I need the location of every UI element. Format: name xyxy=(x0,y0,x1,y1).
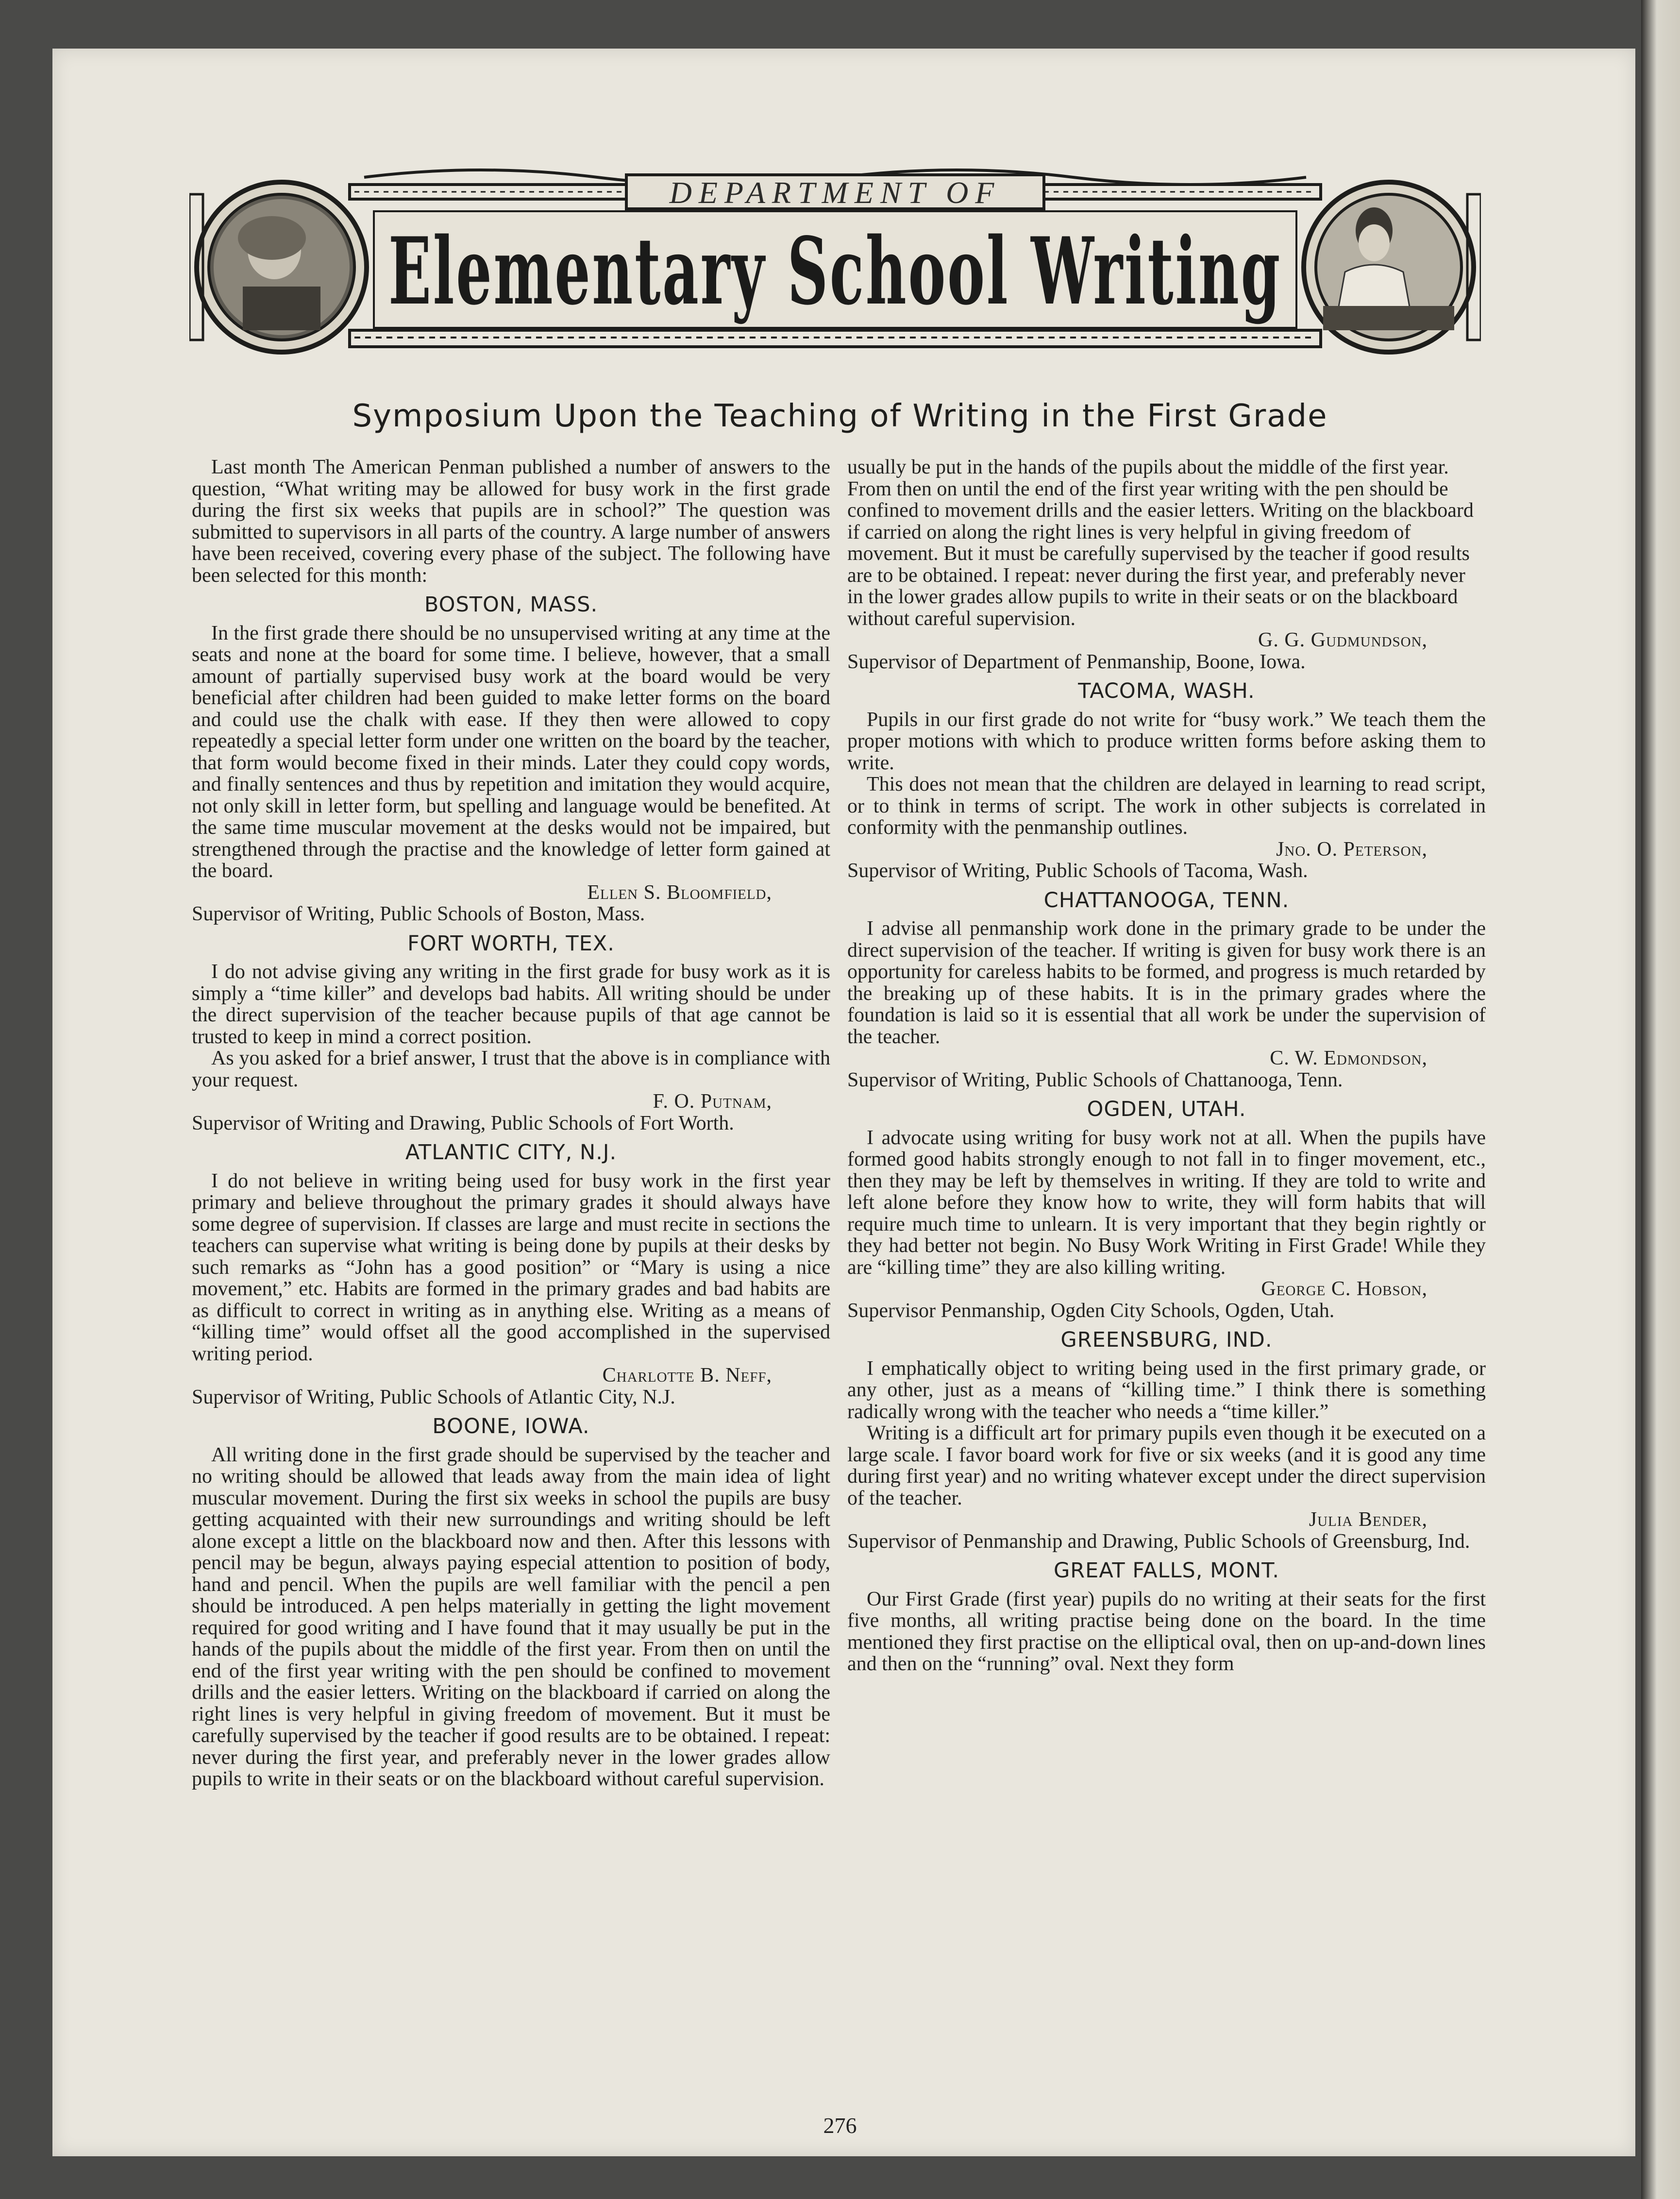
paragraph: I advocate using writing for busy work not at all. When the pupils have formed good habits strongly enough to not fall in to finger movement, etc., then they may be left by themselves in writing. If they are told to write and left alone before they know how to write, they will form habits that will require much time to unlearn. It is very important that they begin rightly or they had better not begin. No Busy Work Writing in First Grade! While they are “killing time” they are also killing writing. xyxy=(847,1126,1486,1279)
banner-ornament xyxy=(189,165,1481,379)
city-heading: FORT WORTH, TEX. xyxy=(407,931,615,956)
paragraph: I do not advise giving any writing in the first grade for busy work as it is simply a “time killer” and develops bad habits. All writing should be under the direct supervision of the teacher because pupils of that age cannot be trusted to keep in mind a correct position. xyxy=(192,961,830,1048)
banner-title: Elementary School Writing xyxy=(388,217,1282,325)
city-heading: BOSTON, MASS. xyxy=(424,592,598,617)
paragraph: All writing done in the first grade should be supervised by the teacher and no writing should be allowed that leads away from the main idea of light muscular movement. During the first six weeks in school the pupils are busy getting acquainted with their new surroundings and writing should be left alone except a little on the blackboard now and then. After this lessons with pencil may be begun, always paying especial attention to position of body, hand and pencil. When the pupils are well familiar with the pencil a pen should be introduced. A pen helps materially in getting the light movement required for good writing and I have found that it may usually be put in the hands of the pupils about the middle of the first year. From then on until the end of the first year writing with the pen should be confined to movement drills and the easier letters. Writing on the blackboard if carried on along the right lines is very helpful in giving freedom of movement. But it must be carefully supervised by the teacher if good results are to be obtained. I repeat: never during the first year, and preferably never in the lower grades allow pupils to write in their seats or on the blackboard without careful supervision. xyxy=(192,1444,830,1790)
right-column xyxy=(847,457,1486,1675)
paragraph: Writing is a difficult art for primary pupils even though it be executed on a large scale. I favor board work for five or six weeks (and it is good any time during first year) and no writing whatever except under the direct supervision of the teacher. xyxy=(847,1422,1486,1509)
role-line: Supervisor of Writing, Public Schools of Atlantic City, N.J. xyxy=(192,1386,675,1408)
city-heading: CHATTANOOGA, TENN. xyxy=(1043,888,1290,913)
paragraph: As you asked for a brief answer, I trust that the above is in compliance with your request. xyxy=(192,1047,830,1091)
signature: G. G. Gudmundson, xyxy=(1258,629,1428,651)
paragraph: I emphatically object to writing being used in the first primary grade, or any other, just as a means of “killing time.” I think there is something radically wrong with the teacher who needs a “time killer.” xyxy=(847,1357,1486,1423)
role-line: Supervisor of Writing and Drawing, Public Schools of Fort Worth. xyxy=(192,1112,734,1134)
city-heading: GREAT FALLS, MONT. xyxy=(1053,1558,1280,1583)
department-banner xyxy=(189,165,1481,379)
role-line: Supervisor of Writing, Public Schools of Boston, Mass. xyxy=(192,903,645,925)
city-heading: OGDEN, UTAH. xyxy=(1087,1097,1246,1121)
intro-paragraph: Last month The American Penman published a number of answers to the question, “What writing may be allowed for busy work in the first grade during the first six weeks that pupils are in school?” The question was submitted to supervisors in all parts of the country. A large number of answers have been received, covering every phase of the subject. The following have been selected for this month: xyxy=(192,456,830,587)
city-heading: ATLANTIC CITY, N.J. xyxy=(405,1140,617,1165)
left-column xyxy=(192,457,830,2042)
role-line: Supervisor of Writing, Public Schools of Tacoma, Wash. xyxy=(847,860,1308,882)
role-line: Supervisor of Department of Penmanship, Boone, Iowa. xyxy=(847,650,1306,673)
role-line: Supervisor of Penmanship and Drawing, Public Schools of Greensburg, Ind. xyxy=(847,1530,1470,1553)
paragraph: I do not believe in writing being used for busy work in the first year primary and believe throughout the primary grades it should always have some degree of supervision. If classes are large and must recite in sections the teachers can supervise what writing is being done by pupils at their desks by such remarks as “John has a good position” or “Mary is using a nice movement,” etc. Habits are formed in the primary grades and bad habits are as difficult to correct in writing as in anything else. Writing as a means of “killing time” would offset all the good accomplished in the supervised writing period. xyxy=(192,1169,830,1365)
signature: Julia Bender, xyxy=(1309,1508,1428,1531)
signature: F. O. Putnam, xyxy=(653,1090,772,1113)
city-heading: GREENSBURG, IND. xyxy=(1060,1328,1273,1352)
city-heading: TACOMA, WASH. xyxy=(1078,679,1255,703)
paragraph: This does not mean that the children are delayed in learning to read script, or to think in terms of script. The work in other subjects is correlated in conformity with the penmanship outlines. xyxy=(847,773,1486,839)
article-heading: Symposium Upon the Teaching of Writing in the First Grade xyxy=(352,398,1328,434)
signature: Ellen S. Bloomfield, xyxy=(587,881,772,904)
paragraph: I advise all penmanship work done in the primary grade to be under the direct supervision of the teacher. If writing is given for busy work there is an opportunity for careless habits to be formed, and progress is much retarded by the breaking up of these habits. It is in the primary grades where the foundation is laid so it is essential that all work be under the supervision of the teacher. xyxy=(847,917,1486,1048)
page-edge xyxy=(1641,0,1680,2199)
page-number: 276 xyxy=(823,2113,857,2138)
department-label: DEPARTMENT OF xyxy=(669,175,1001,210)
continued-paragraph: usually be put in the hands of the pupils about the middle of the first year. From then on until the end of the first year writing with the pen should be confined to movement drills and the easier letters. Writing on the blackboard if carried on along the right lines is very helpful in giving freedom of movement. But it must be carefully supervised by the teacher if good results are to be obtained. I repeat: never during the first year, and preferably never in the lower grades allow pupils to write in their seats or on the blackboard without careful supervision. xyxy=(847,457,1474,629)
signature: Charlotte B. Neff, xyxy=(602,1364,772,1387)
role-line: Supervisor of Writing, Public Schools of Chattanooga, Tenn. xyxy=(847,1068,1343,1091)
paragraph: In the first grade there should be no unsupervised writing at any time at the seats and none at the board for some time. I believe, however, that a small amount of partially supervised busy work at the board would be very beneficial after children had been guided to make letter forms on the board and could use the chalk with ease. If they then were allowed to copy repeatedly a special letter form under one written on the board by the teacher, that form would become fixed in their minds. Later they could copy words, and finally sentences and thus by repetition and imitation they would acquire, not only skill in letter form, but spelling and language would be benefited. At the same time muscular movement at the desks would not be impaired, but strengthened through the practise and the knowledge of letter form gained at the board. xyxy=(192,622,830,882)
role-line: Supervisor Penmanship, Ogden City Schools, Ogden, Utah. xyxy=(847,1299,1335,1322)
signature: George C. Hobson, xyxy=(1261,1278,1428,1300)
signature: C. W. Edmondson, xyxy=(1270,1047,1428,1069)
paragraph: Pupils in our first grade do not write for “busy work.” We teach them the proper motions with which to produce written forms before asking them to write. xyxy=(847,708,1486,774)
signature: Jno. O. Peterson, xyxy=(1276,838,1428,861)
city-heading: BOONE, IOWA. xyxy=(432,1414,590,1438)
paragraph: Our First Grade (first year) pupils do no writing at their seats for the first five months, all writing practise being done on the board. In the time mentioned they first practise on the elliptical oval, then on up-and-down lines and then on the “running” oval. Next they form xyxy=(847,1588,1486,1675)
